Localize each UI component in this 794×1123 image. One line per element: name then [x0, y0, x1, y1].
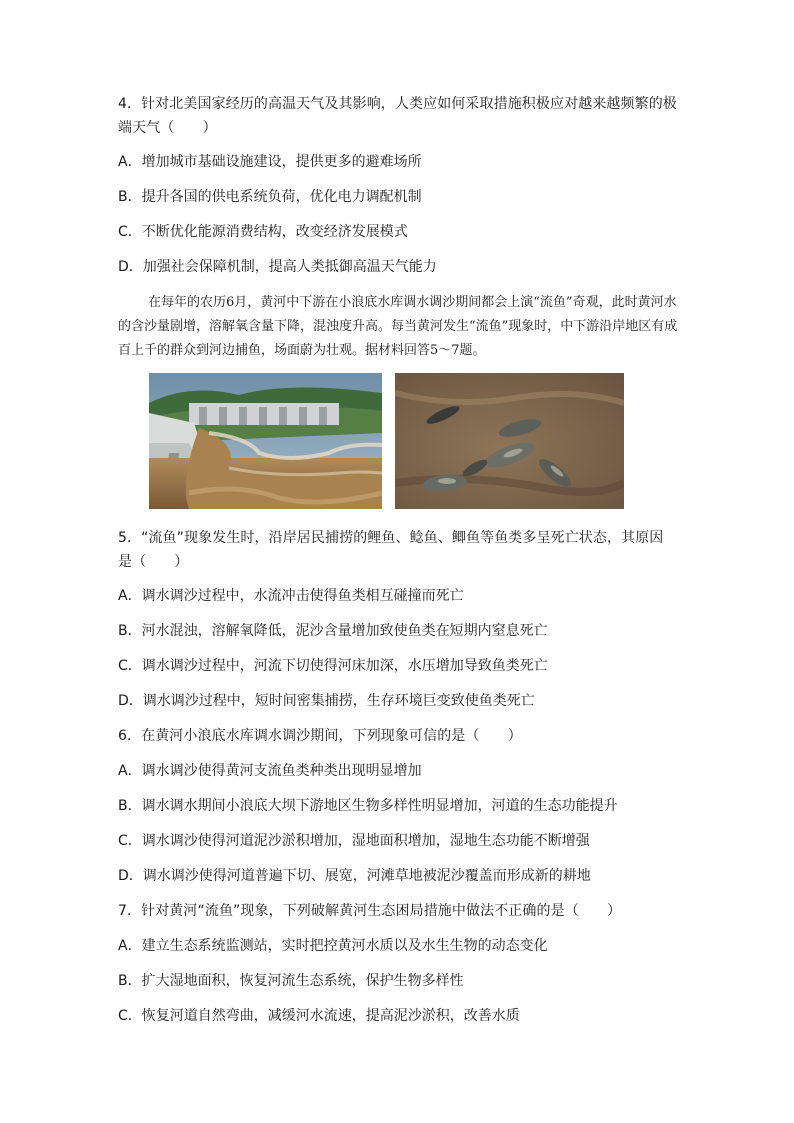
q6-option-a: A．调水调沙使得黄河支流鱼类种类出现明显增加: [118, 763, 422, 779]
q7-stem: 7．针对黄河“流鱼”现象，下列破解黄河生态困局措施中做法不正确的是（ ）: [118, 903, 622, 919]
q5-option-a: A．调水调沙过程中，水流冲击使得鱼类相互碰撞而死亡: [118, 588, 464, 604]
dam-sediment-flush-photo: [149, 373, 382, 509]
q4-stem-line2: 端天气（ ）: [118, 120, 217, 136]
q7-option-a: A．建立生态系统监测站，实时把控黄河水质以及水生生物的动态变化: [118, 938, 548, 954]
q6-option-d: D．调水调沙使得河道普遍下切、展宽，河滩草地被泥沙覆盖而形成新的耕地: [118, 868, 591, 884]
fish-in-muddy-water-photo: [395, 373, 624, 509]
q4-stem-line1: 4．针对北美国家经历的高温天气及其影响，人类应如何采取措施积极应对越来越频繁的极: [118, 96, 677, 112]
q6-option-c: C．调水调沙使得河道泥沙淤积增加，湿地面积增加，湿地生态功能不断增强: [118, 833, 590, 849]
q6-stem: 6．在黄河小浪底水库调水调沙期间，下列现象可信的是（ ）: [118, 728, 522, 744]
q5-stem-line2: 是（ ）: [118, 554, 189, 570]
q4-option-d: D．加强社会保障机制，提高人类抵御高温天气能力: [118, 259, 437, 275]
q5-option-b: B．河水混浊，溶解氧降低，泥沙含量增加致使鱼类在短期内窒息死亡: [118, 623, 548, 639]
q4-option-c: C．不断优化能源消费结构，改变经济发展模式: [118, 224, 408, 240]
q6-option-b: B．调水调水期间小浪底大坝下游地区生物多样性明显增加，河道的生态功能提升: [118, 798, 618, 814]
q5-stem-line1: 5．“流鱼”现象发生时，沿岸居民捕捞的鲤鱼、鲶鱼、鲫鱼等鱼类多呈死亡状态，其原因: [118, 530, 664, 546]
q4-option-b: B．提升各国的供电系统负荷，优化电力调配机制: [118, 189, 422, 205]
q5-option-c: C．调水调沙过程中，河流下切使得河床加深，水压增加导致鱼类死亡: [118, 658, 548, 674]
q7-option-b: B．扩大湿地面积，恢复河流生态系统，保护生物多样性: [118, 973, 464, 989]
q5-option-d: D．调水调沙过程中，短时间密集捕捞，生存环境巨变致使鱼类死亡: [118, 693, 535, 709]
q4-option-a: A．增加城市基础设施建设，提供更多的避难场所: [118, 154, 422, 170]
material-paragraph: 在每年的农历6月，黄河中下游在小浪底水库调水调沙期间都会上演“流鱼”奇观，此时黄河水的含沙量剧增，溶解氧含量下降，混浊度升高。每当黄河发生“流鱼”现象时，中下游沿岸地区有成百上千的群众到河边捕鱼，场面蔚为壮观。据材料回答5～7题。: [118, 295, 678, 358]
q7-option-c: C．恢复河道自然弯曲，减缓河水流速，提高泥沙淤积，改善水质: [118, 1008, 520, 1024]
